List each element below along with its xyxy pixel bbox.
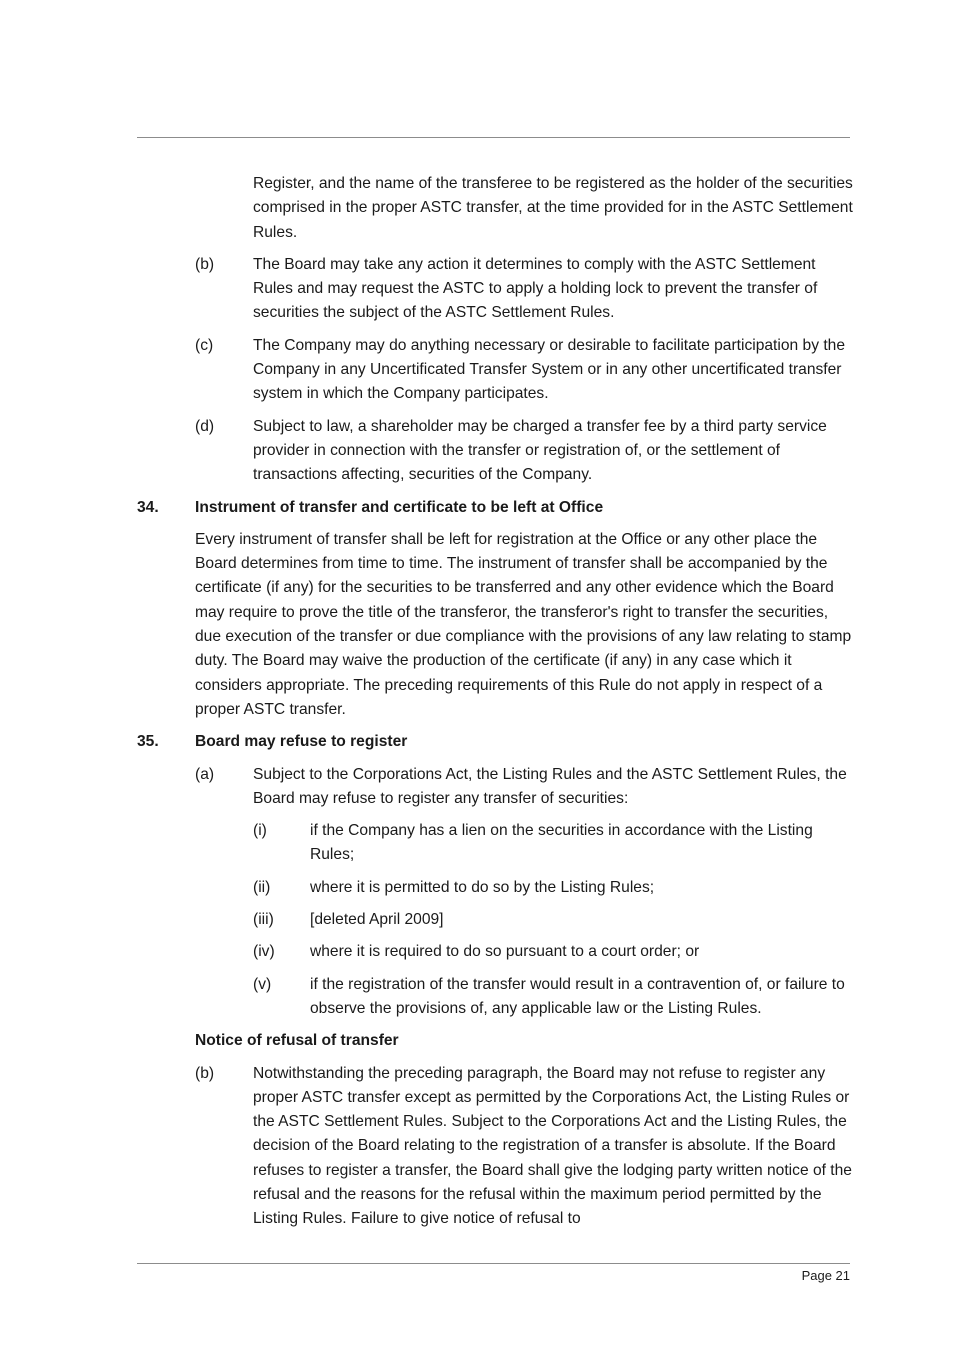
rule33-item-c [137,334,853,407]
page-number: Page 21 [801,1268,850,1283]
subitem-text: if the registration of the transfer would result in a contravention of, or failure to observe the provisions of, any applicable law or the Listing Rules. [310,975,845,1017]
item-label: (b) [195,255,215,273]
document-body [137,172,853,1240]
notice-of-refusal-subheading: Notice of refusal of transfer [195,1032,399,1050]
subitem-text: if the Company has a lien on the securities in accordance with the Listing Rules; [310,822,813,864]
rule35-item-a [137,763,853,812]
rule33-item-d [137,415,853,488]
subitem-label: (iii) [253,911,274,929]
item-text: The Company may do anything necessary or desirable to facilitate participation by the Company in any Uncertificated Transfer System or in any other uncertificated transfer system in which the Company participates. [253,336,846,403]
subitem-label: (ii) [253,878,271,896]
rule35-subitem-v [137,973,853,1022]
rule-title: Board may refuse to register [195,733,408,751]
rule33-item-b [137,253,853,326]
item-label: (a) [195,765,215,783]
continuation-paragraph: Register, and the name of the transferee to be registered as the holder of the securities comprised in the proper ASTC transfer, at the time provided for in the ASTC Settlement Rules. [253,175,853,241]
rule35-subitem-iii [137,908,853,932]
rule35-subitem-ii [137,876,853,900]
subitem-text: where it is required to do so pursuant to a court order; or [310,943,700,961]
item-label: (b) [195,1064,215,1082]
item-text: Notwithstanding the preceding paragraph, the Board may not refuse to register any proper ASTC transfer except as permitted by the Corporations Act, the Listing Rules or the ASTC Settlement Rules. Subject to the Corporations Act and the Listing Rules, the decision of the Board relating to the registration of a transfer is absolute. If the Board refuses to register a transfer, the Board shall give the lodging party written notice of the refusal and the reasons for the refusal within the maximum period permitted by the Listing Rules. Failure to give notice of refusal to [253,1064,852,1228]
subitem-label: (iv) [253,943,275,961]
rule35-heading [137,730,853,754]
item-label: (d) [195,417,215,435]
subitem-label: (v) [253,975,272,993]
header-rule [137,137,850,138]
rule34-body: Every instrument of transfer shall be left for registration at the Office or any other place the Board determines from time to time. The instrument of transfer shall be accompanied by the certificate (if any) for the securities to be transferred and any other evidence which the Board may require to prove the title of the transferor, the transferor's right to transfer the securities, due execution of the transfer or due compliance with the provisions of any law relating to stamp duty. The Board may waive the production of the certificate (if any) in any case which it considers appropriate. The preceding requirements of this Rule do not apply in respect of a proper ASTC transfer. [195,530,852,718]
subitem-text: [deleted April 2009] [310,911,444,929]
rule35-subitem-i [137,819,853,868]
footer-rule [137,1263,850,1264]
item-label: (c) [195,336,214,354]
rule35-item-b [137,1062,853,1232]
rule-number: 34. [137,498,159,516]
subitem-label: (i) [253,822,267,840]
subitem-text: where it is permitted to do so by the Listing Rules; [310,878,655,896]
item-text: Subject to the Corporations Act, the Listing Rules and the ASTC Settlement Rules, the Board may refuse to register any transfer of securities: [253,765,847,807]
rule-number: 35. [137,733,159,751]
rule35-subitem-iv [137,940,853,964]
rule-title: Instrument of transfer and certificate to be left at Office [195,498,604,516]
item-text: The Board may take any action it determines to comply with the ASTC Settlement Rules and may request the ASTC to apply a holding lock to prevent the transfer of securities the subject of the ASTC Settlement Rules. [253,255,818,322]
item-text: Subject to law, a shareholder may be charged a transfer fee by a third party service provider in connection with the transfer or registration of, or the settlement of transactions affecting, securities of the Company. [253,417,827,484]
rule34-heading [137,496,853,520]
